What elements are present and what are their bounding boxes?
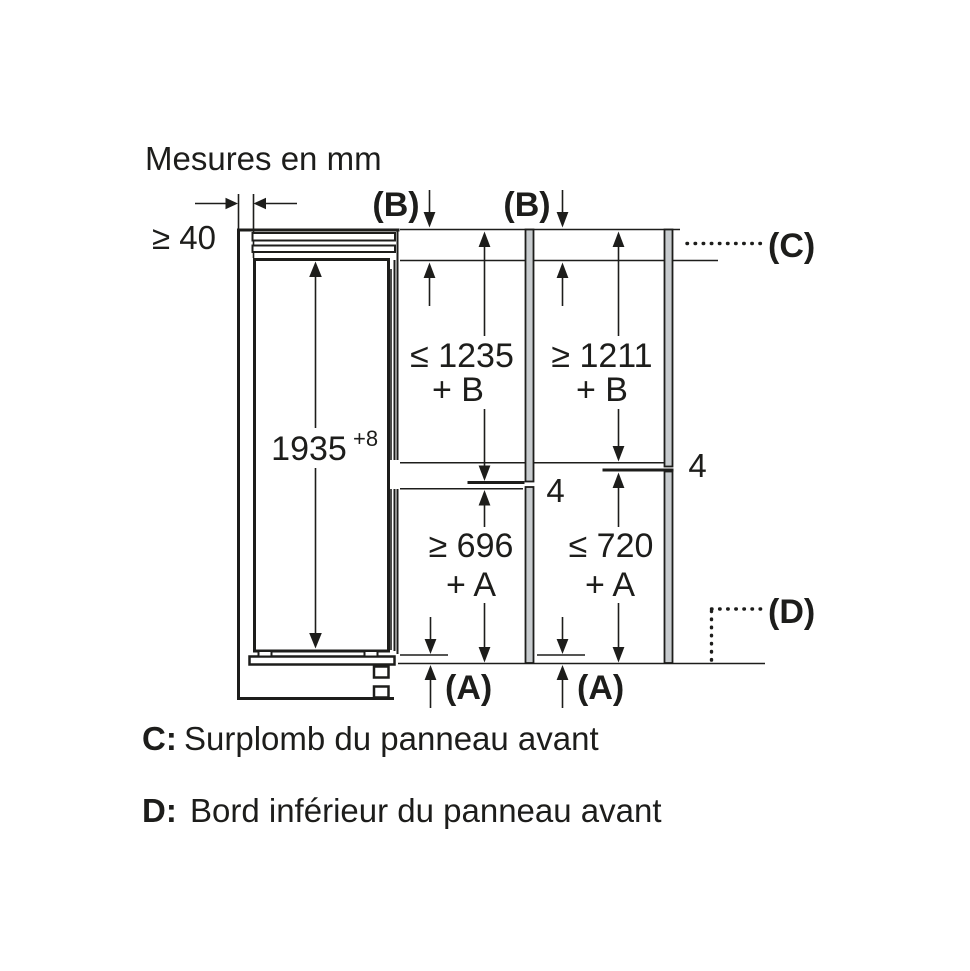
niche-height-tolerance: +8 <box>353 426 379 451</box>
arrow-down-icon <box>424 212 436 228</box>
niche-height-value: 1935 <box>271 430 347 468</box>
upper-panel-min-value: ≥ 1211 <box>551 337 653 375</box>
upper-panel-max-value: ≤ 1235 <box>410 337 514 375</box>
arrow-left-icon <box>254 198 267 210</box>
arrow-down-icon <box>479 647 491 663</box>
legend-d-text: Bord inférieur du panneau avant <box>190 792 662 829</box>
arrow-down-icon <box>557 212 569 228</box>
vent-slat-top <box>253 233 396 241</box>
arrow-up-icon <box>613 232 625 248</box>
marker-a-right: (A) <box>577 669 625 707</box>
adjuster-block-lower <box>374 687 389 698</box>
arrow-up-icon <box>425 665 437 680</box>
dimension-arrows <box>424 190 625 708</box>
arrow-down-icon <box>479 466 491 482</box>
arrow-up-icon <box>309 262 322 278</box>
upper-panel-min-add: + B <box>576 371 628 409</box>
arrow-up-icon <box>479 232 491 248</box>
arrow-up-icon <box>424 263 436 279</box>
arrow-up-icon <box>557 263 569 279</box>
marker-b-right: (B) <box>503 186 551 224</box>
page-title: Mesures en mm <box>145 140 382 177</box>
marker-c: (C) <box>768 227 816 265</box>
panel-right-lower <box>665 472 673 664</box>
arrow-up-icon <box>613 473 625 489</box>
lower-panel-min-value: ≥ 696 <box>428 527 514 565</box>
arrow-up-icon <box>479 490 491 506</box>
legend <box>142 720 662 829</box>
marker-d: (D) <box>768 593 816 631</box>
panel-gap-right-value: 4 <box>688 447 707 484</box>
arrow-down-icon <box>425 639 437 654</box>
vent-slat-bottom <box>253 246 396 253</box>
arrow-down-icon <box>613 647 625 663</box>
legend-c-key: C: <box>142 720 177 757</box>
lower-panel-min-add: + A <box>445 566 497 604</box>
lower-panel-max-value: ≤ 720 <box>568 527 654 565</box>
appliance-foot-left <box>259 651 272 657</box>
lower-panel-max-add: + A <box>584 566 636 604</box>
upper-panel-max-add: + B <box>432 371 484 409</box>
marker-b-left: (B) <box>372 186 420 224</box>
legend-c-text: Surplomb du panneau avant <box>184 720 599 757</box>
legend-d-key: D: <box>142 792 177 829</box>
panel-right-upper <box>665 230 673 467</box>
arrow-down-icon <box>557 639 569 654</box>
base-plate <box>250 657 395 665</box>
adjuster-block-upper <box>374 667 389 678</box>
arrow-right-icon <box>226 198 239 210</box>
arrow-down-icon <box>309 633 322 649</box>
arrow-down-icon <box>613 446 625 462</box>
arrow-up-icon <box>557 665 569 680</box>
panel-left-lower <box>526 487 534 663</box>
wall-gap-value: ≥ 40 <box>152 219 216 256</box>
marker-a-left: (A) <box>445 669 493 707</box>
appliance-foot-right <box>365 651 378 657</box>
panel-gap-left-value: 4 <box>546 472 565 509</box>
panel-left-upper <box>526 230 534 482</box>
